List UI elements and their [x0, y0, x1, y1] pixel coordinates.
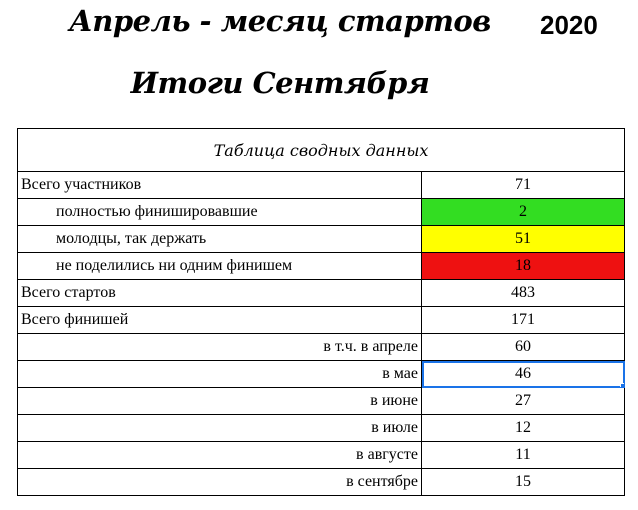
- table-row: [18, 280, 625, 307]
- row-label-cell[interactable]: не поделились ни одним финишем: [18, 253, 422, 280]
- summary-table: [17, 128, 625, 496]
- row-value-cell[interactable]: 171: [422, 307, 625, 334]
- row-label-cell[interactable]: в мае: [18, 361, 422, 388]
- row-value-cell[interactable]: 11: [422, 442, 625, 469]
- row-label-cell[interactable]: в августе: [18, 442, 422, 469]
- page-title: Апрель - месяц стартов: [69, 4, 491, 38]
- row-label-cell[interactable]: Всего участников: [18, 172, 422, 199]
- table-row: [18, 388, 625, 415]
- table-row: [18, 307, 625, 334]
- selection-fill-handle[interactable]: [620, 383, 625, 388]
- row-label-cell[interactable]: полностью финишировавшие: [18, 199, 422, 226]
- row-value-cell[interactable]: 15: [422, 469, 625, 496]
- row-label-cell[interactable]: Всего стартов: [18, 280, 422, 307]
- row-label-cell[interactable]: молодцы, так держать: [18, 226, 422, 253]
- table-row: [18, 253, 625, 280]
- row-label-cell[interactable]: в июле: [18, 415, 422, 442]
- table-row: [18, 226, 625, 253]
- row-value-cell[interactable]: 2: [422, 199, 625, 226]
- table-caption[interactable]: Таблица сводных данных: [18, 129, 625, 172]
- table-row: [18, 469, 625, 496]
- table-row: [18, 361, 625, 388]
- table-header-row: [18, 129, 625, 172]
- table-row: [18, 199, 625, 226]
- row-label-cell[interactable]: в т.ч. в апреле: [18, 334, 422, 361]
- row-value-cell[interactable]: 12: [422, 415, 625, 442]
- row-label-cell[interactable]: Всего финишей: [18, 307, 422, 334]
- year-label: 2020: [540, 10, 598, 40]
- table-row: [18, 415, 625, 442]
- row-value-cell[interactable]: 18: [422, 253, 625, 280]
- row-value-cell[interactable]: 27: [422, 388, 625, 415]
- row-value-cell[interactable]: 483: [422, 280, 625, 307]
- row-value-cell[interactable]: 60: [422, 334, 625, 361]
- row-value-cell[interactable]: 71: [422, 172, 625, 199]
- table-row: [18, 334, 625, 361]
- table-row: [18, 172, 625, 199]
- page-subtitle: Итоги Сентября: [130, 66, 430, 100]
- row-label-cell[interactable]: в сентябре: [18, 469, 422, 496]
- selected-value-cell[interactable]: 46: [422, 361, 625, 388]
- row-label-cell[interactable]: в июне: [18, 388, 422, 415]
- table-row: [18, 442, 625, 469]
- row-value-cell[interactable]: 51: [422, 226, 625, 253]
